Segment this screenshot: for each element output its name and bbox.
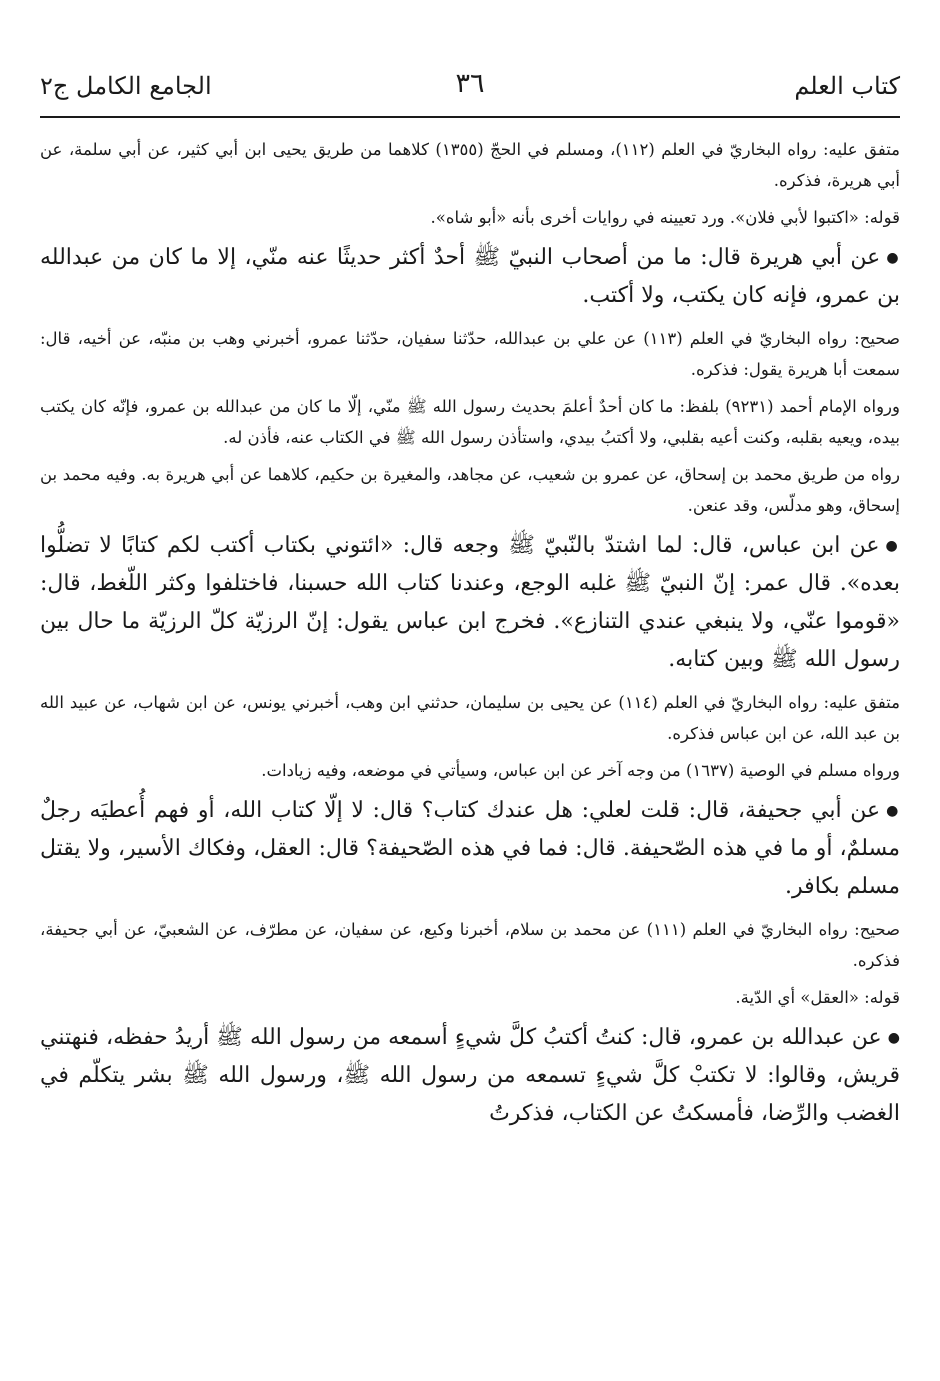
- bullet-icon: ●: [886, 803, 900, 819]
- hadith-body: عن أبي جحيفة، قال: قلت لعلي: هل عندك كتاب؟ قال: لا إلّا كتاب الله، أو فهم أُعطيَه رجلٌ مسلمٌ، أو ما في هذه الصّحيفة. قال: فما في هذه الصّحيفة؟ قال: العقل، وفكاك الأسير، ولا يقتل مسلم بكافر.: [40, 798, 900, 899]
- hadith-body: عن عبدالله بن عمرو، قال: كنتُ أكتبُ كلَّ شيءٍ أسمعه من رسول الله ﷺ أريدُ حفظه، فنهتني قريش، وقالوا: لا تكتبْ كلَّ شيءٍ تسمعه من رسول الله ﷺ، ورسول الله ﷺ بشر يتكلّم في الغضب والرِّضا، فأمسكتُ عن الكتاب، فذكرتُ: [40, 1025, 900, 1126]
- takhrij-note: ورواه مسلم في الوصية (١٦٣٧) من وجه آخر عن ابن عباس، وسيأتي في موضعه، وفيه زيادات.: [261, 761, 900, 780]
- bullet-icon: ●: [885, 538, 900, 554]
- book-title: كتاب العلم: [794, 72, 900, 100]
- page-header: [40, 64, 900, 110]
- page-content: [40, 118, 900, 1133]
- bullet-icon: ●: [886, 250, 901, 266]
- takhrij-note: متفق عليه: رواه البخاريّ في العلم (١١٤) عن يحيى بن سليمان، حدثني ابن وهب، أخبرني يونس، عن ابن شهاب، عن عبيد الله بن عبد الله، عن ابن عباس فذكره.: [40, 693, 900, 743]
- hadith-text: [40, 239, 900, 315]
- explanation-note: قوله: «العقل» أي الدّية.: [735, 988, 900, 1007]
- hadith-body: عن ابن عباس، قال: لما اشتدّ بالنّبيّ ﷺ وجعه قال: «ائتوني بكتاب أكتب لكم كتابًا لا تضلُّوا بعده». قال عمر: إنّ النبيّ ﷺ غلبه الوجع، وعندنا كتاب الله حسبنا، فاختلفوا وكثر اللّغط، قال: «قوموا عنّي، ولا ينبغي عندي التنازع». فخرج ابن عباس يقول: إنّ الرزيّة كلّ الرزيّة ما حال بين رسول الله ﷺ وبين كتابه.: [40, 533, 900, 672]
- explanation-note: قوله: «اكتبوا لأبي فلان». ورد تعيينه في روايات أخرى بأنه «أبو شاه».: [430, 208, 900, 227]
- hadith-text: [40, 792, 900, 906]
- book-page: [40, 64, 900, 1381]
- hadith-body: عن أبي هريرة قال: ما من أصحاب النبيّ ﷺ أحدٌ أكثر حديثًا عنه منّي، إلا ما كان من عبدالله بن عمرو، فإنه كان يكتب، ولا أكتب.: [40, 245, 900, 308]
- takhrij-note: متفق عليه: رواه البخاريّ في العلم (١١٢)، ومسلم في الحجّ (١٣٥٥) كلاهما من طريق يحيى ابن أبي كثير، عن أبي سلمة، عن أبي هريرة، فذكره.: [40, 140, 901, 190]
- hadith-text: [40, 527, 900, 679]
- bullet-icon: ●: [887, 1030, 901, 1046]
- takhrij-note: رواه من طريق محمد بن إسحاق، عن عمرو بن شعيب، عن مجاهد، والمغيرة بن حكيم، كلاهما عن أبي هريرة به. وفيه محمد بن إسحاق، وهو مدلّس، وقد عنعن.: [40, 465, 900, 515]
- page-number: ٣٦: [455, 68, 485, 99]
- hadith-text: [40, 1019, 900, 1133]
- collection-title: الجامع الكامل ج٢: [40, 72, 212, 100]
- takhrij-note: صحيح: رواه البخاريّ في العلم (١١٣) عن علي بن عبدالله، حدّثنا سفيان، حدّثنا عمرو، أخبرني وهب بن منبّه، عن أخيه، قال: سمعت أبا هريرة يقول: فذكره.: [40, 329, 900, 379]
- takhrij-note: ورواه الإمام أحمد (٩٢٣١) بلفظ: ما كان أحدٌ أعلمَ بحديث رسول الله ﷺ منّي، إلّا ما كان من عبدالله بن عمرو، فإنّه كان يكتب بيده، ويعيه بقلبه، وكنت أعيه بقلبي، ولا أكتبُ بيدي، واستأذن رسول الله ﷺ في الكتاب عنه، فأذن له.: [40, 397, 900, 447]
- takhrij-note: صحيح: رواه البخاريّ في العلم (١١١) عن محمد بن سلام، أخبرنا وكيع، عن سفيان، عن مطرّف، عن الشعبيّ، عن أبي جحيفة، فذكره.: [40, 920, 900, 970]
